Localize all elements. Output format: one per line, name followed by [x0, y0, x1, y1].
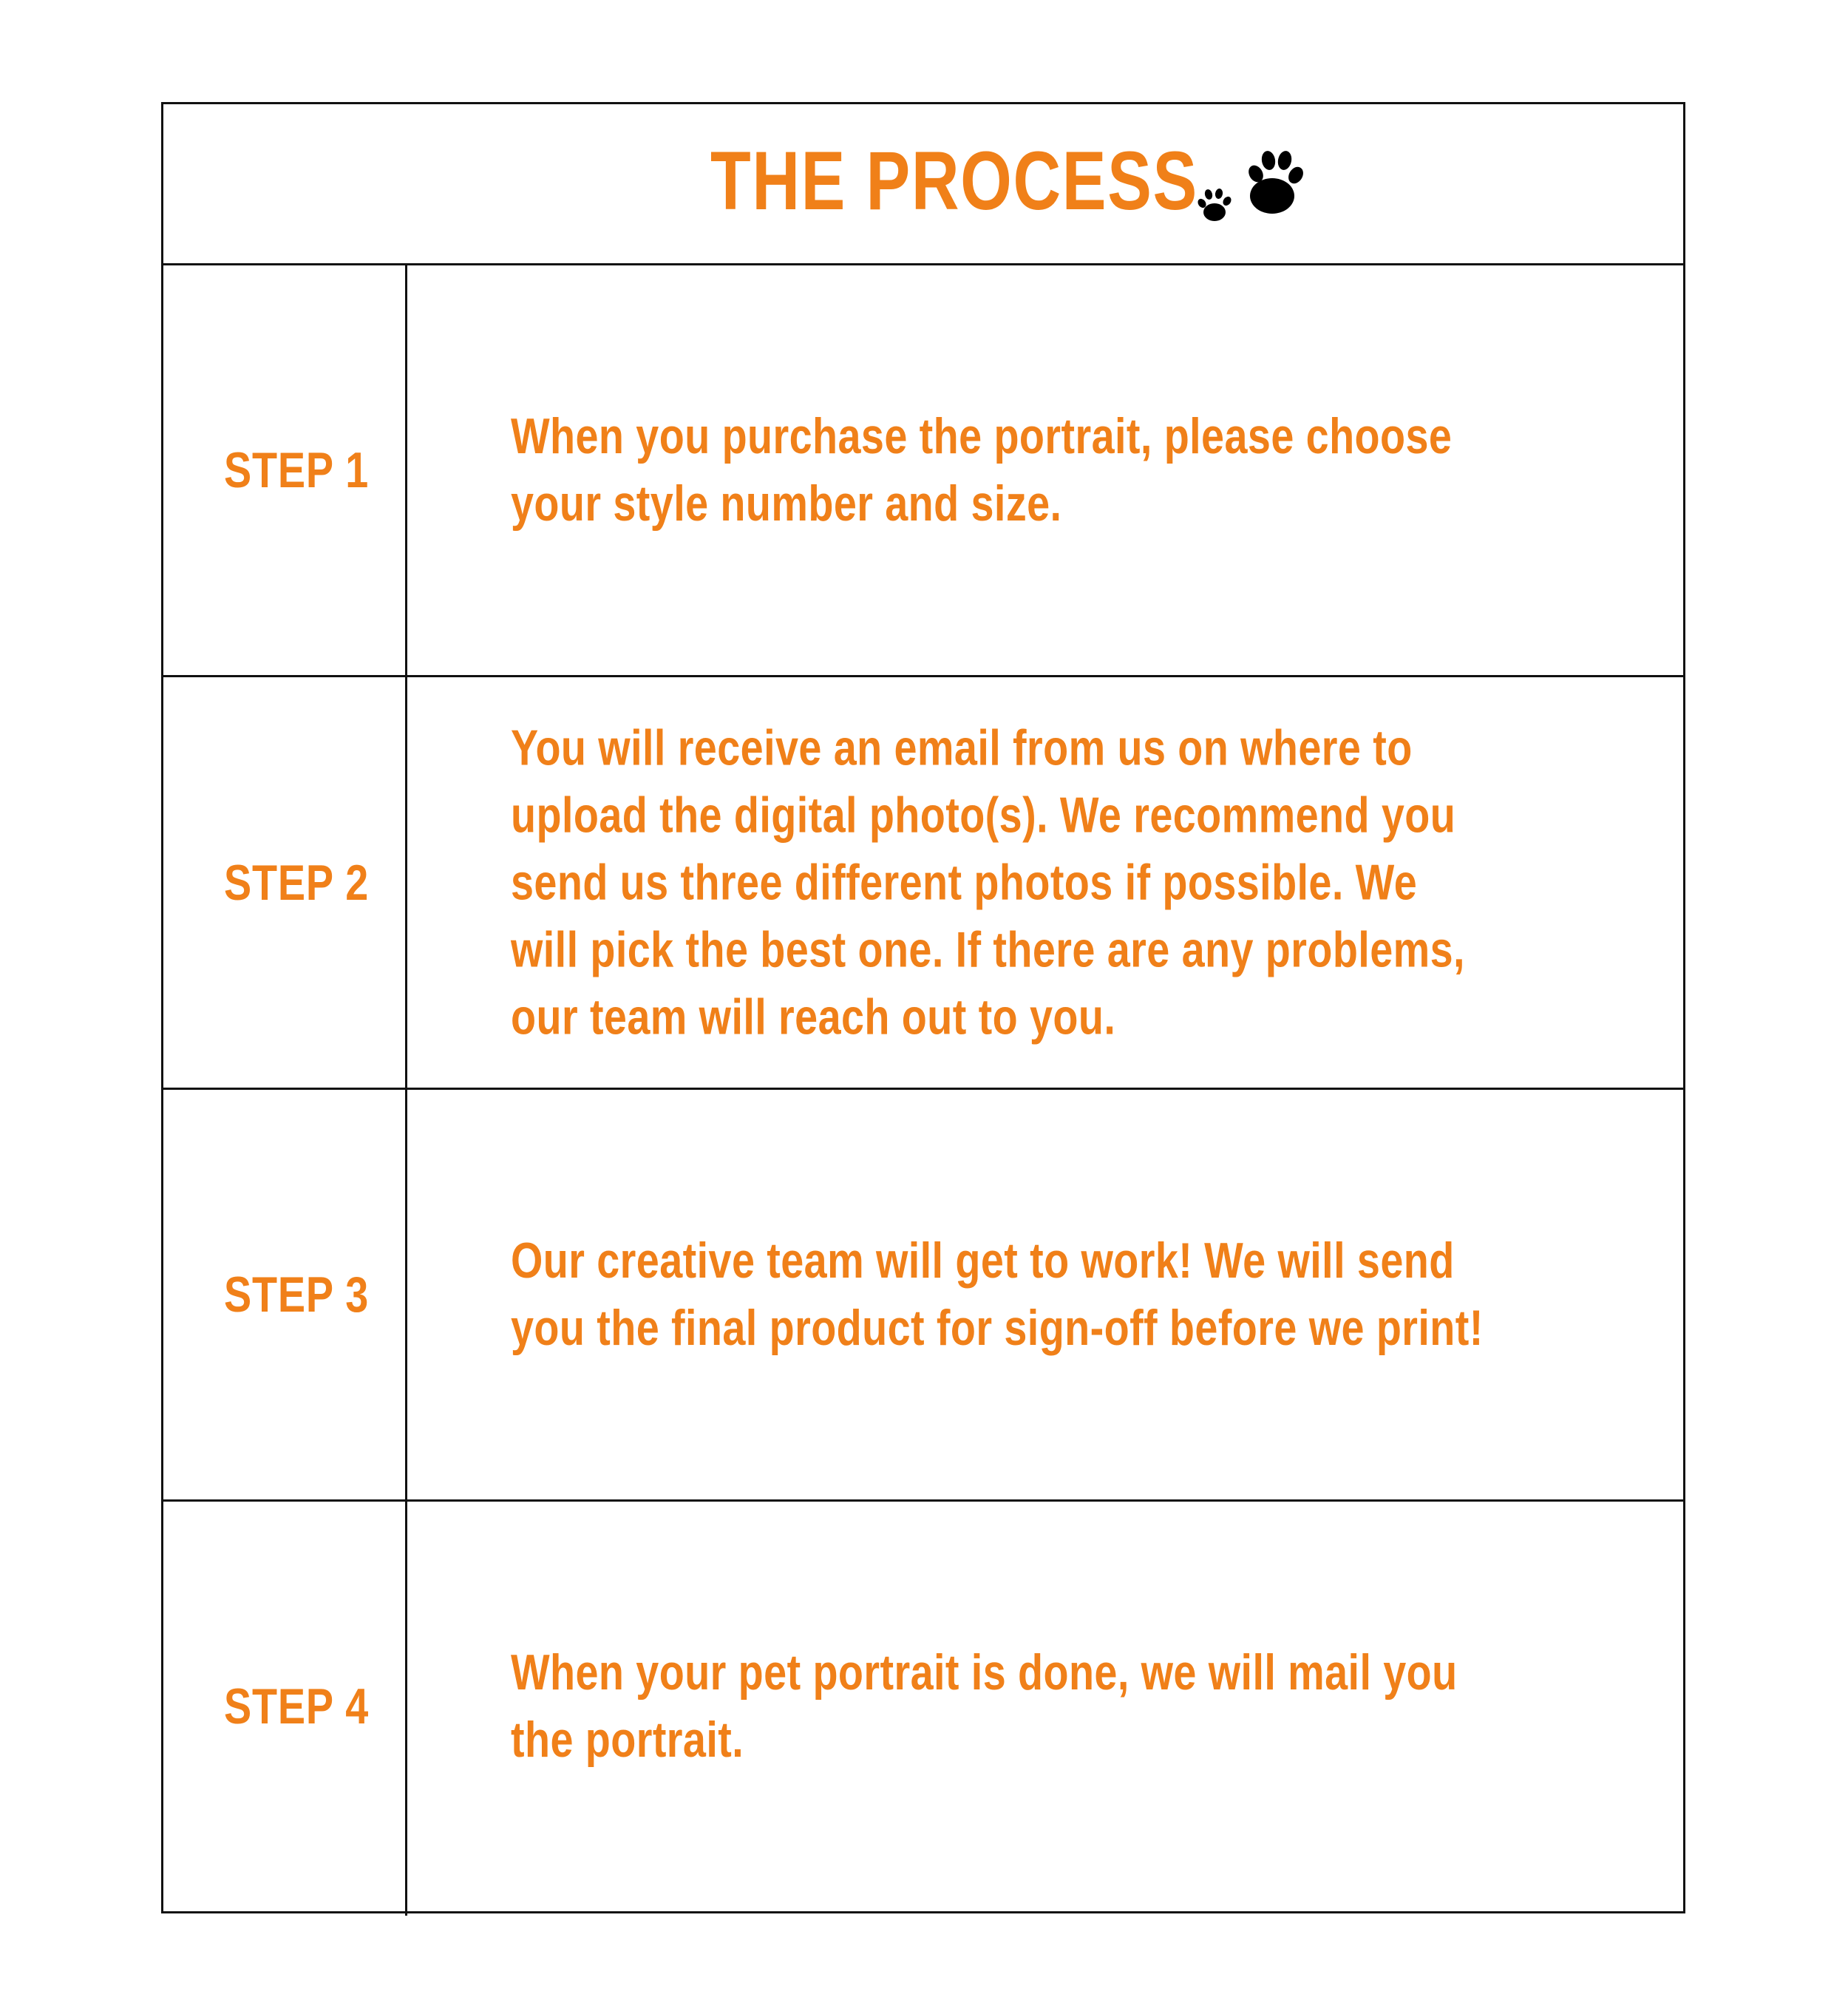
table-row: [163, 1090, 1683, 1502]
step-label: STEP 4: [224, 1678, 370, 1735]
table-row: [163, 1502, 1683, 1911]
large-paw-icon: [1246, 149, 1306, 214]
step-label: STEP 2: [224, 854, 370, 911]
paw-prints-icon: [1191, 141, 1313, 230]
table-header: [163, 104, 1683, 265]
step-label: STEP 1: [224, 442, 370, 498]
process-table: [161, 102, 1685, 1913]
small-paw-icon: [1196, 188, 1233, 221]
step-description: Our creative team will get to work! We will send you the final product for sign-off before we print!: [511, 1233, 1484, 1356]
step-label: STEP 3: [224, 1267, 370, 1323]
step-description: When you purchase the portrait, please choose your style number and size.: [511, 408, 1453, 532]
step-description: When your pet portrait is done, we will mail you the portrait.: [511, 1644, 1458, 1768]
table-row: [163, 677, 1683, 1090]
page-title: THE PROCESS: [710, 135, 1198, 227]
table-row: [163, 265, 1683, 677]
step-description: You will receive an email from us on where to upload the digital photo(s). We recommend you send us three different photos if possible. We will pick the best one. If there are any problems, our team will reach out to you.: [511, 719, 1465, 1045]
